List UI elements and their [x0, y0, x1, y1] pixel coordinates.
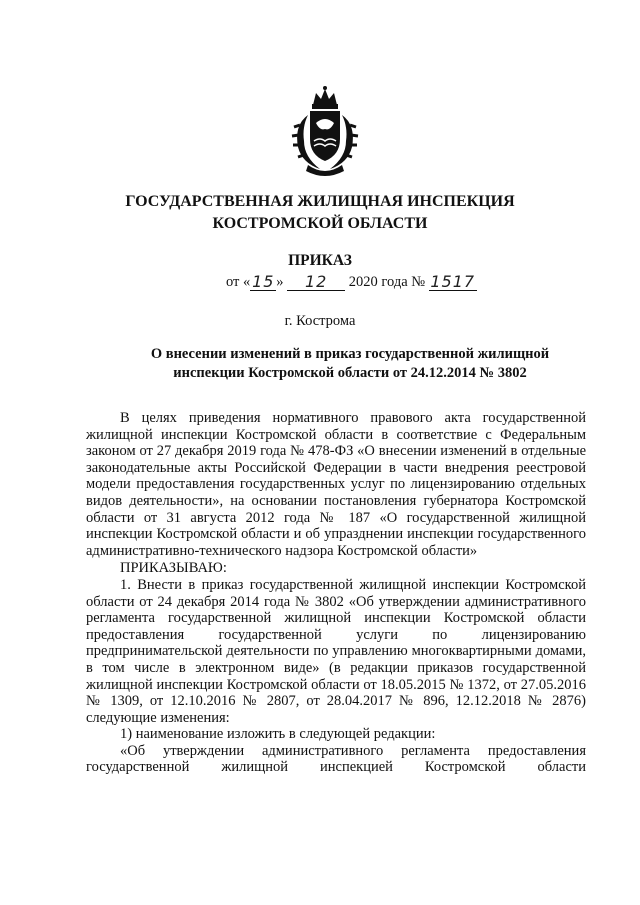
- date-month: 12: [287, 272, 345, 291]
- clause-text-continued: «Об утверждении административного регламента предоставления государственной жилищной инспекцией Костромской области: [86, 742, 586, 776]
- order-number: 1517: [430, 272, 476, 291]
- clause-1: 1. Внести в приказ государственной жилищной инспекции Костромской области от 24 декабря 2014 года № 3802 «Об утверждении административного регламента государственной жилищной инспекции Костромской области предоставления государственной услуги по лицензированию предпринимательской деятельности по управлению многоквартирными домами, в том числе в электронном виде» (в редакции приказов государственной жилищной инспекции Костромской области от 18.05.2015 № 1372, от 27.05.2016 № 1309, от 12.10.2016 № 2807, от 28.04.2017 № 896, 12.12.2018 № 2876) следующие изменения:: [86, 576, 586, 726]
- organization-name-line2: КОСТРОМСКОЙ ОБЛАСТИ: [212, 215, 428, 232]
- city: г. Кострома: [284, 313, 356, 329]
- date-prefix: от «: [226, 274, 251, 290]
- preamble-paragraph: В целях приведения нормативного правового акта государственной жилищной инспекции Костромской области в соответствие с Федеральным законом от 27 декабря 2019 года № 478-ФЗ «О внесении изменений в отдельные законодательные акты Российской Федерации в части внедрения реестровой модели предоставления государственных услуг по лицензированию отдельных видов деятельности», на основании постановления губернатора Костромской области от 31 августа 2012 года № 187 «О государственной жилищной инспекции Костромской области и об упразднении инспекции государственного административно-технического надзора Костромской области»: [86, 410, 586, 559]
- order-subject: О внесении изменений в приказ государственной жилищной инспекции Костромской области от 24.12.2014 № 3802: [150, 346, 550, 381]
- organization-name-line1: ГОСУДАРСТВЕННАЯ ЖИЛИЩНАЯ ИНСПЕКЦИЯ: [125, 193, 515, 210]
- document-type: ПРИКАЗ: [288, 252, 352, 269]
- clause-1-1: 1) наименование изложить в следующей редакции:: [120, 726, 436, 743]
- order-heading: ПРИКАЗЫВАЮ:: [120, 560, 227, 577]
- date-mid: »: [276, 274, 284, 290]
- kostroma-coat-of-arms-icon: [286, 85, 364, 177]
- date-number-line: [226, 272, 477, 291]
- date-day: 15: [252, 272, 275, 291]
- order-body: [86, 410, 586, 776]
- date-year-text: 2020 года №: [348, 274, 426, 290]
